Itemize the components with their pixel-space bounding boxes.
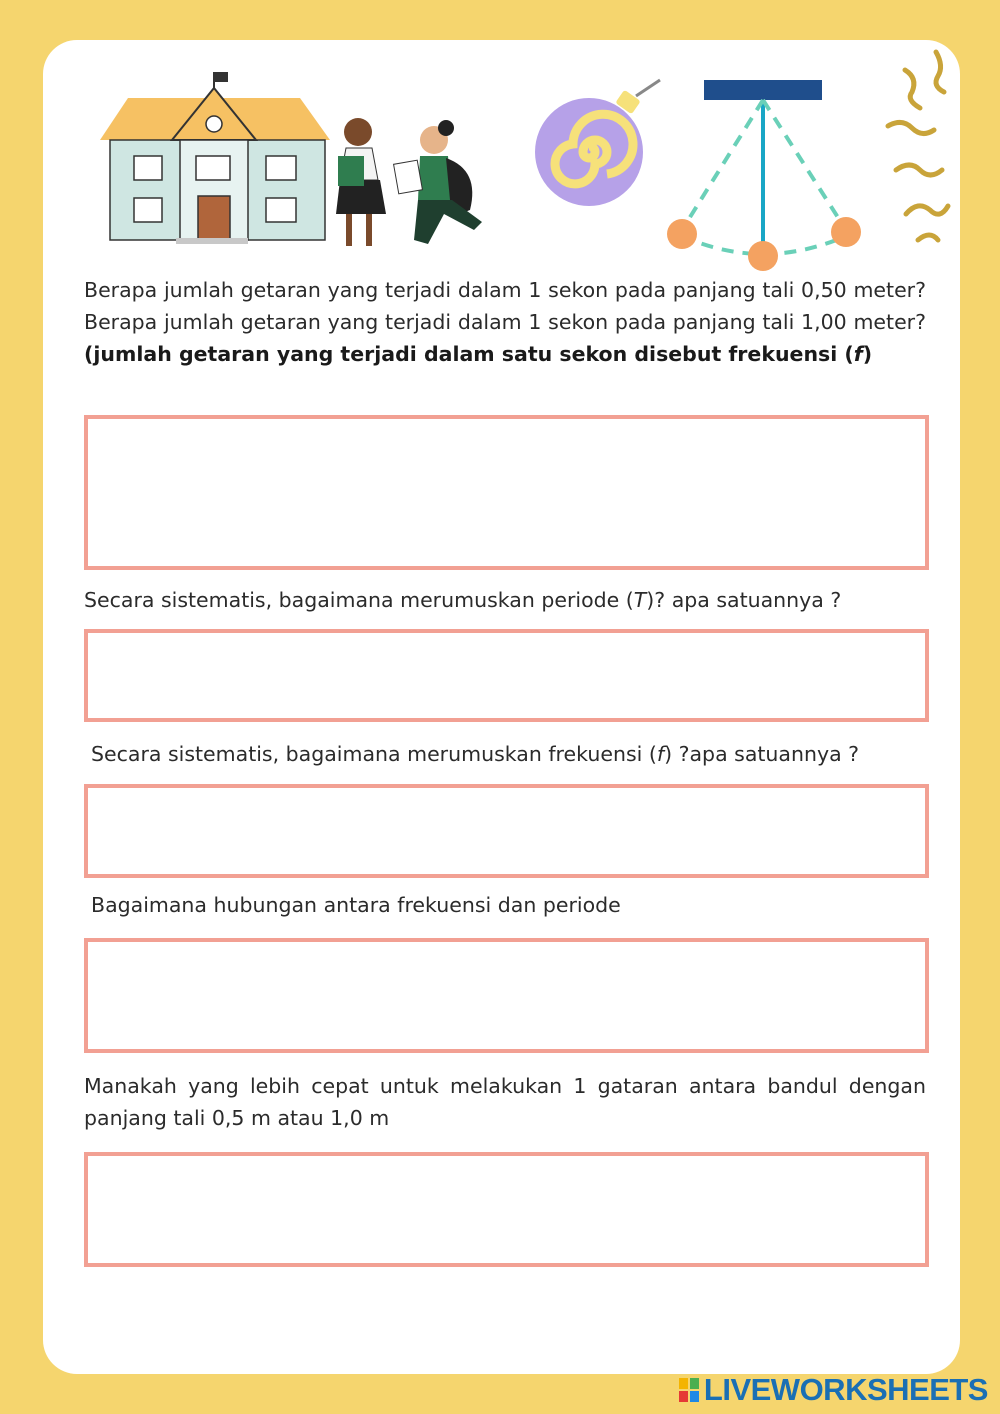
question-3: [91, 738, 933, 770]
answer-box-5[interactable]: [84, 1152, 929, 1267]
question-2: [84, 584, 926, 616]
question-4: [91, 889, 933, 921]
sun-rays-icon: [888, 52, 948, 240]
question-2-text-end: )? apa satuannya ?: [646, 588, 842, 612]
question-1-bold-end: ): [862, 342, 873, 366]
answer-input-5[interactable]: [88, 1156, 925, 1263]
answer-box-4[interactable]: [84, 938, 929, 1053]
question-1-text: Berapa jumlah getaran yang terjadi dalam 1 sekon pada panjang tali 0,50 meter? Berapa jumlah getaran yang terjadi dalam 1 sekon pada panjang tali 1,00 meter?: [84, 278, 926, 334]
question-3-symbol: f: [656, 742, 665, 766]
answer-box-1[interactable]: [84, 415, 929, 570]
answer-box-2[interactable]: [84, 629, 929, 722]
answer-input-2[interactable]: [88, 633, 925, 718]
liveworksheets-logo-icon: [678, 1376, 700, 1404]
liveworksheets-text[interactable]: LIVEWORKSHEETS: [703, 1372, 988, 1407]
pendulum-icon: [667, 80, 861, 271]
question-3-text: Secara sistematis, bagaimana merumuskan frekuensi (: [91, 742, 657, 766]
question-1-symbol: f: [853, 342, 863, 366]
answer-box-3[interactable]: [84, 784, 929, 878]
question-5-text: Manakah yang lebih cepat untuk melakukan 1 gataran antara bandul dengan panjang tali 0,5 m atau 1,0 m: [84, 1074, 926, 1130]
question-5: [84, 1070, 926, 1134]
question-1: [84, 274, 926, 370]
liveworksheets-brand[interactable]: [678, 1372, 988, 1408]
question-1-bold-text: (jumlah getaran yang terjadi dalam satu sekon disebut frekuensi (: [84, 342, 854, 366]
question-3-text-end: ) ?apa satuannya ?: [664, 742, 860, 766]
question-4-text: Bagaimana hubungan antara frekuensi dan periode: [91, 893, 621, 917]
answer-input-4[interactable]: [88, 942, 925, 1049]
header-illustrations: [0, 0, 1000, 280]
question-2-symbol: T: [633, 588, 647, 612]
answer-input-1[interactable]: [88, 419, 925, 566]
school-building-icon: [100, 72, 330, 244]
students-icon: [336, 118, 482, 246]
answer-input-3[interactable]: [88, 788, 925, 874]
question-2-text: Secara sistematis, bagaimana merumuskan periode (: [84, 588, 634, 612]
candy-lollipop-icon: [535, 80, 660, 206]
